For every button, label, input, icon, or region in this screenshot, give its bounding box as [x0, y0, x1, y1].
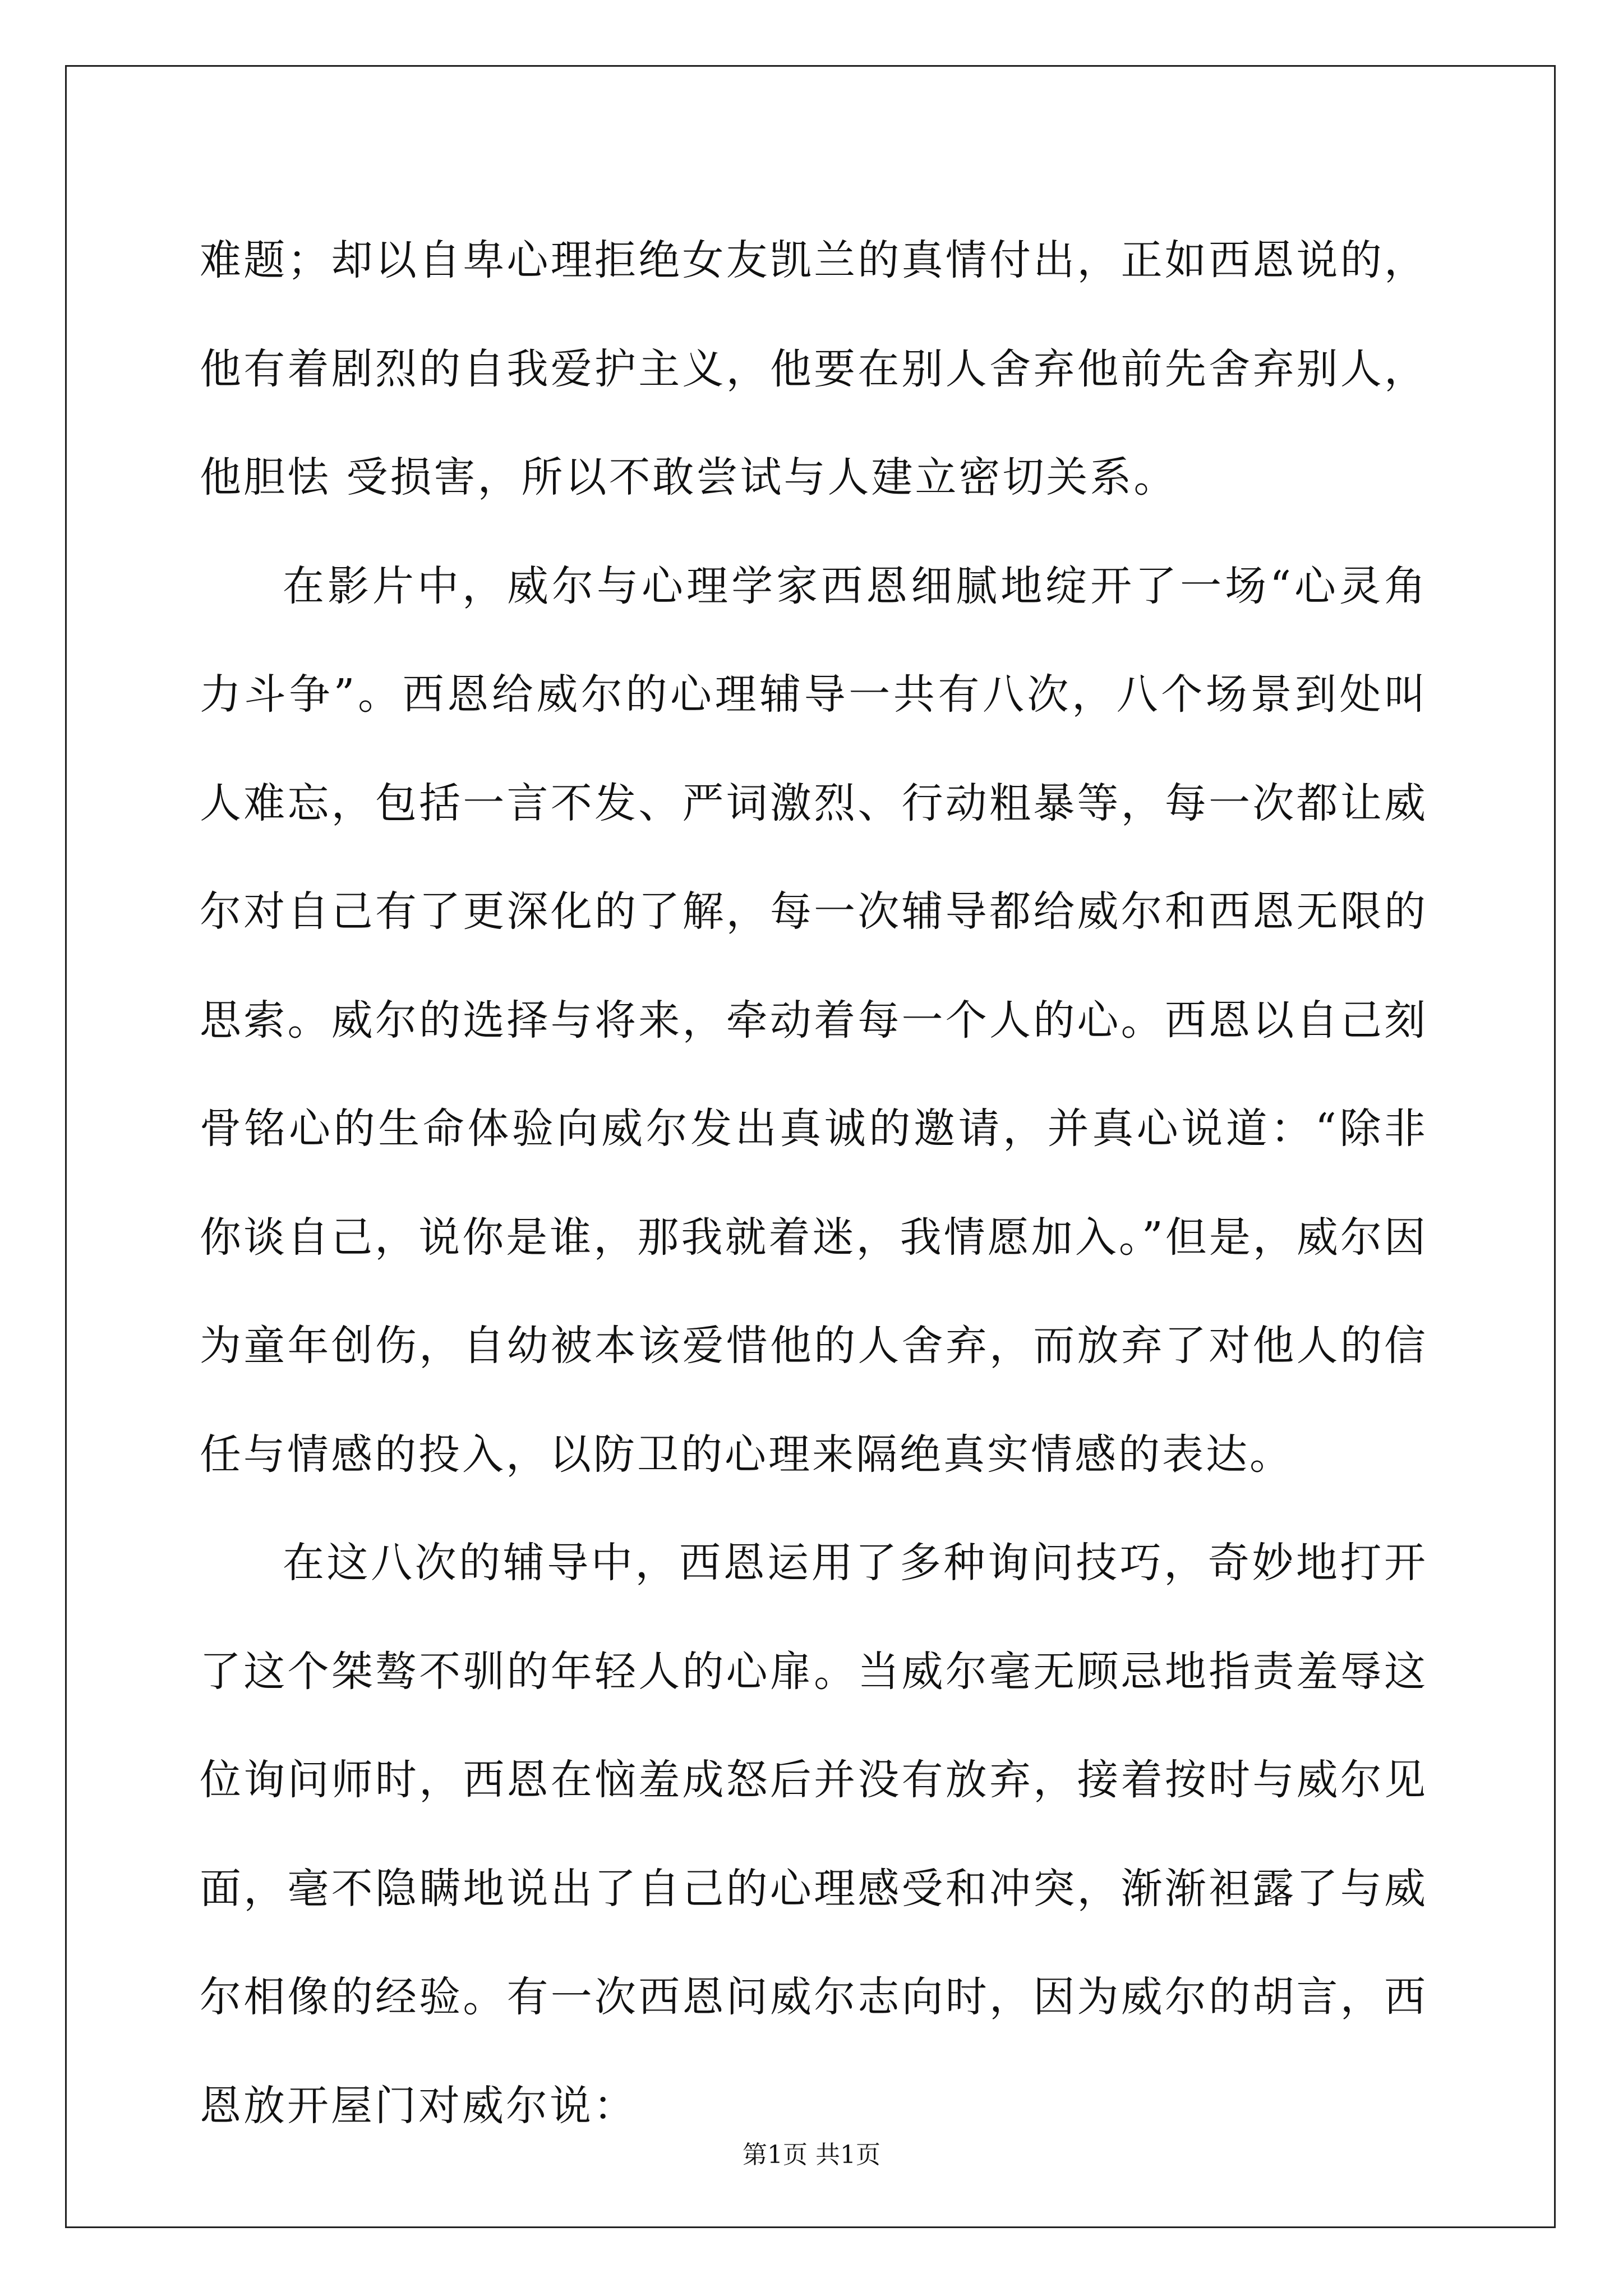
- paragraph-2: 在影片中，威尔与心理学家西恩细腻地绽开了一场“心灵角力斗争”。西恩给威尔的心理辅导一共有八次，八个场景到处叫人难忘，包括一言不发、严词激烈、行动粗暴等，每一次都让威尔对自己有了更深化的了解，每一次辅导都给威尔和西恩无限的思索。威尔的选择与将来，牵动着每一个人的心。西恩以自己刻骨铭心的生命体验向威尔发出真诚的邀请，并真心说道：“除非你谈自己，说你是谁，那我就着迷，我情愿加入。”但是，威尔因为童年创伤，自幼被本该爱惜他的人舍弃，而放弃了对他人的信任与情感的投入，以防卫的心理来隔绝真实情感的表达。: [200, 562, 1428, 1479]
- paragraph-1: 难题；却以自卑心理拒绝女友凯兰的真情付出，正如西恩说的，他有着剧烈的自我爱护主义，他要在别人舍弃他前先舍弃别人，他胆怯 受损害，所以不敢尝试与人建立密切关系。: [200, 236, 1428, 501]
- document-body: [200, 206, 1428, 2160]
- page-number-footer: 第1页 共1页: [743, 2141, 880, 2169]
- paragraph-3: 在这八次的辅导中，西恩运用了多种询问技巧，奇妙地打开了这个桀骜不驯的年轻人的心扉。当威尔毫无顾忌地指责羞辱这位询问师时，西恩在恼羞成怒后并没有放弃，接着按时与威尔见面，毫不隐瞒地说出了自己的心理感受和冲突，渐渐袒露了与威尔相像的经验。有一次西恩问威尔志向时，因为威尔的胡言，西恩放开屋门对威尔说：: [200, 1539, 1428, 2130]
